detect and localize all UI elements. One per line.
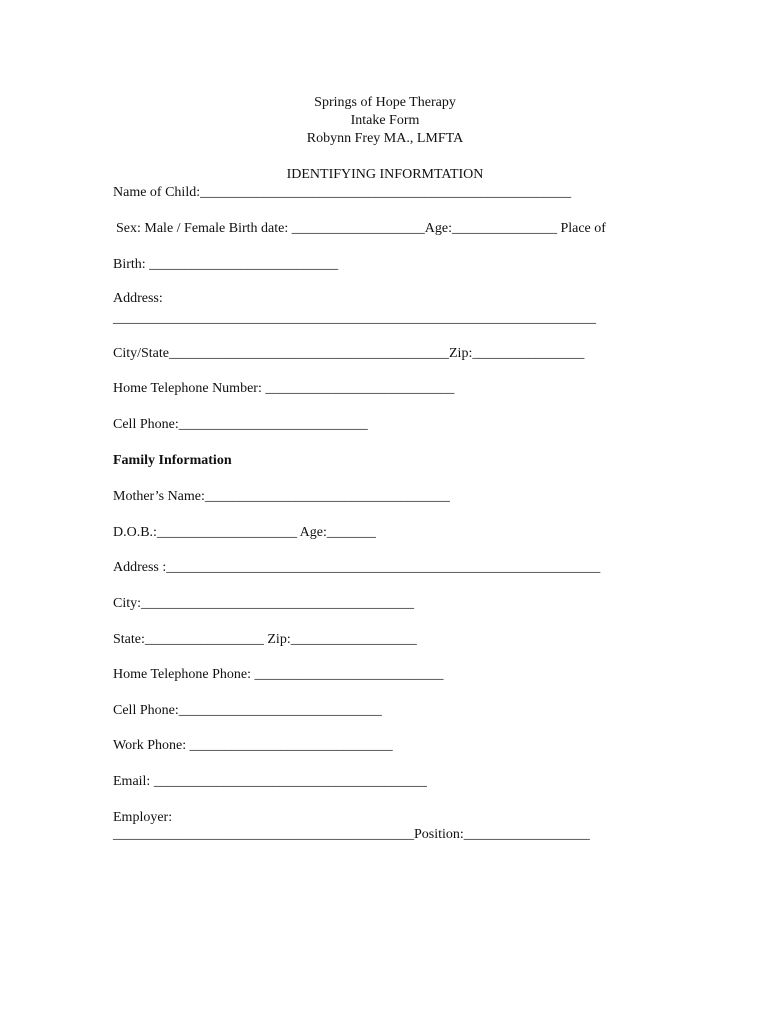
child-name-field[interactable]: Name of Child:_____________________________________________________ [113, 185, 572, 200]
mother-state-zip-field[interactable]: State:_________________ Zip:__________________ [113, 632, 417, 647]
city-state-zip-field[interactable]: City/State________________________________________Zip:________________ [113, 346, 585, 361]
therapist-name: Robynn Frey MA., LMFTA [306, 131, 464, 146]
employer-label: Employer: [113, 810, 173, 825]
mother-address-field[interactable]: Address :______________________________________________________________ [113, 560, 601, 575]
mother-dob-age-field[interactable]: D.O.B.:____________________ Age:_______ [113, 525, 376, 540]
address-field[interactable]: _____________________________________________________________________ [113, 311, 596, 326]
cell-phone-field[interactable]: Cell Phone:___________________________ [113, 417, 368, 432]
section-title-identifying: IDENTIFYING INFORMTATION [286, 167, 484, 182]
mother-name-field[interactable]: Mother’s Name:___________________________________ [113, 489, 450, 504]
mother-home-telephone-field[interactable]: Home Telephone Phone: ___________________________ [113, 667, 444, 682]
form-title: Intake Form [350, 113, 420, 128]
mother-email-field[interactable]: Email: _______________________________________ [113, 774, 427, 789]
mother-cell-phone-field[interactable]: Cell Phone:_____________________________ [113, 703, 382, 718]
place-of-birth-field[interactable]: Birth: ___________________________ [113, 257, 339, 272]
address-label: Address: [113, 291, 163, 306]
mother-city-field[interactable]: City:_______________________________________ [113, 596, 415, 611]
sex-birthdate-age-field[interactable]: Sex: Male / Female Birth date: ___________________Age:_______________ Place of [116, 221, 606, 236]
home-telephone-field[interactable]: Home Telephone Number: ___________________________ [113, 381, 455, 396]
mother-work-phone-field[interactable]: Work Phone: _____________________________ [113, 738, 393, 753]
family-information-heading: Family Information [113, 453, 232, 468]
employer-position-field[interactable]: ___________________________________________Position:__________________ [113, 827, 590, 842]
practice-name: Springs of Hope Therapy [314, 95, 456, 110]
